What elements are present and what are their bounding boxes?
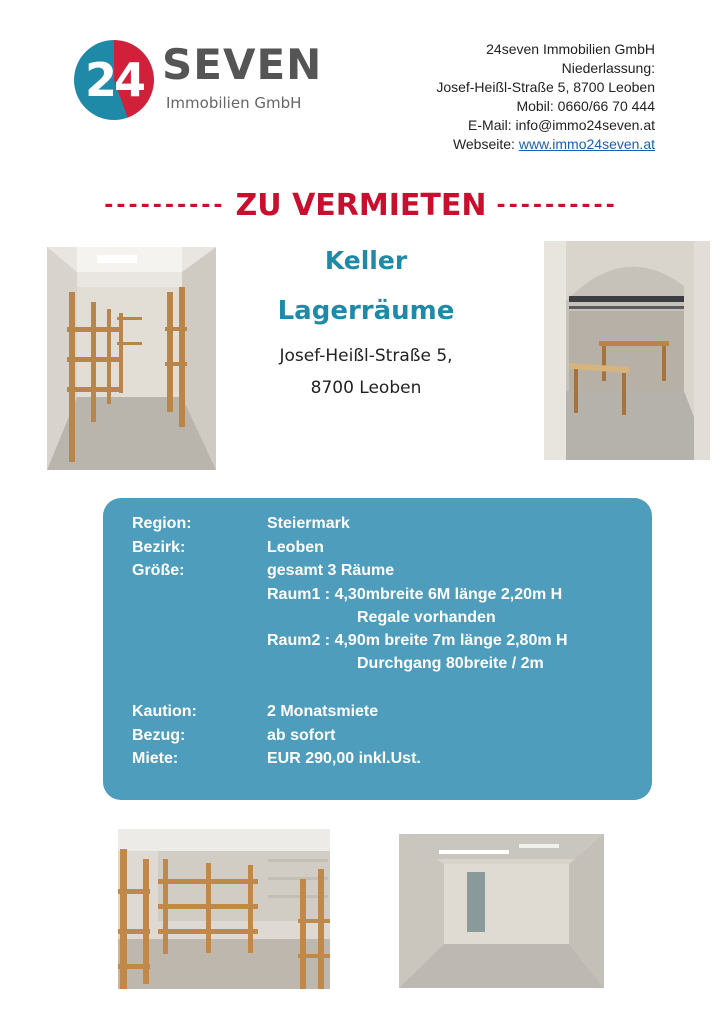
- website-label: Webseite:: [452, 136, 515, 152]
- room2-note: Durchgang 80breite / 2m: [357, 655, 544, 672]
- size-value: gesamt 3 Räume: [267, 562, 395, 579]
- region-value: Steiermark: [267, 515, 350, 532]
- company-name: 24seven Immobilien GmbH: [486, 41, 655, 57]
- photo-cellar-arch: [544, 241, 710, 460]
- district-value: Leoben: [267, 539, 324, 556]
- listing-title-1: Keller: [324, 246, 408, 275]
- logo-subtitle: Immobilien GmbH: [166, 94, 302, 112]
- rent-value: EUR 290,00 inkl.Ust.: [267, 750, 421, 767]
- district-label: Bezirk:: [132, 539, 186, 556]
- room1-dimensions: Raum1 : 4,30mbreite 6M länge 2,20m H: [267, 586, 563, 603]
- details-box: [103, 498, 652, 800]
- company-address: Josef-Heißl-Straße 5, 8700 Leoben: [436, 79, 655, 95]
- contact-block: [436, 40, 655, 154]
- website-line: [436, 135, 655, 154]
- deposit-value: 2 Monatsmiete: [267, 703, 379, 720]
- room1-note: Regale vorhanden: [357, 609, 496, 626]
- deposit-label: Kaution:: [132, 703, 197, 720]
- size-label: Größe:: [132, 562, 185, 579]
- move-in-value: ab sofort: [267, 727, 336, 744]
- headline-dashes-left: ----------: [104, 193, 226, 218]
- room2-dimensions: Raum2 : 4,90m breite 7m länge 2,80m H: [267, 632, 568, 649]
- photo-cellar-room-shelves: [118, 829, 330, 989]
- listing-street: Josef-Heißl-Straße 5,: [279, 346, 453, 366]
- headline: [0, 188, 722, 223]
- headline-title: ZU VERMIETEN: [235, 188, 487, 223]
- logo-number: 24: [84, 53, 143, 107]
- listing-city: 8700 Leoben: [310, 378, 422, 398]
- email-address: E-Mail: info@immo24seven.at: [468, 117, 655, 133]
- listing-title-2: Lagerräume: [277, 296, 455, 326]
- move-in-label: Bezug:: [132, 727, 186, 744]
- mobile-number: Mobil: 0660/66 70 444: [516, 98, 655, 114]
- headline-dashes-right: ----------: [496, 193, 618, 218]
- photo-empty-cellar-room: [399, 834, 604, 988]
- logo-wordmark: SEVEN: [162, 40, 323, 89]
- region-label: Region:: [132, 515, 192, 532]
- company-logo: [74, 38, 324, 122]
- photo-cellar-corridor: [47, 247, 216, 470]
- branch-label: Niederlassung:: [561, 60, 655, 76]
- website-link[interactable]: www.immo24seven.at: [518, 136, 655, 152]
- rent-label: Miete:: [132, 750, 179, 767]
